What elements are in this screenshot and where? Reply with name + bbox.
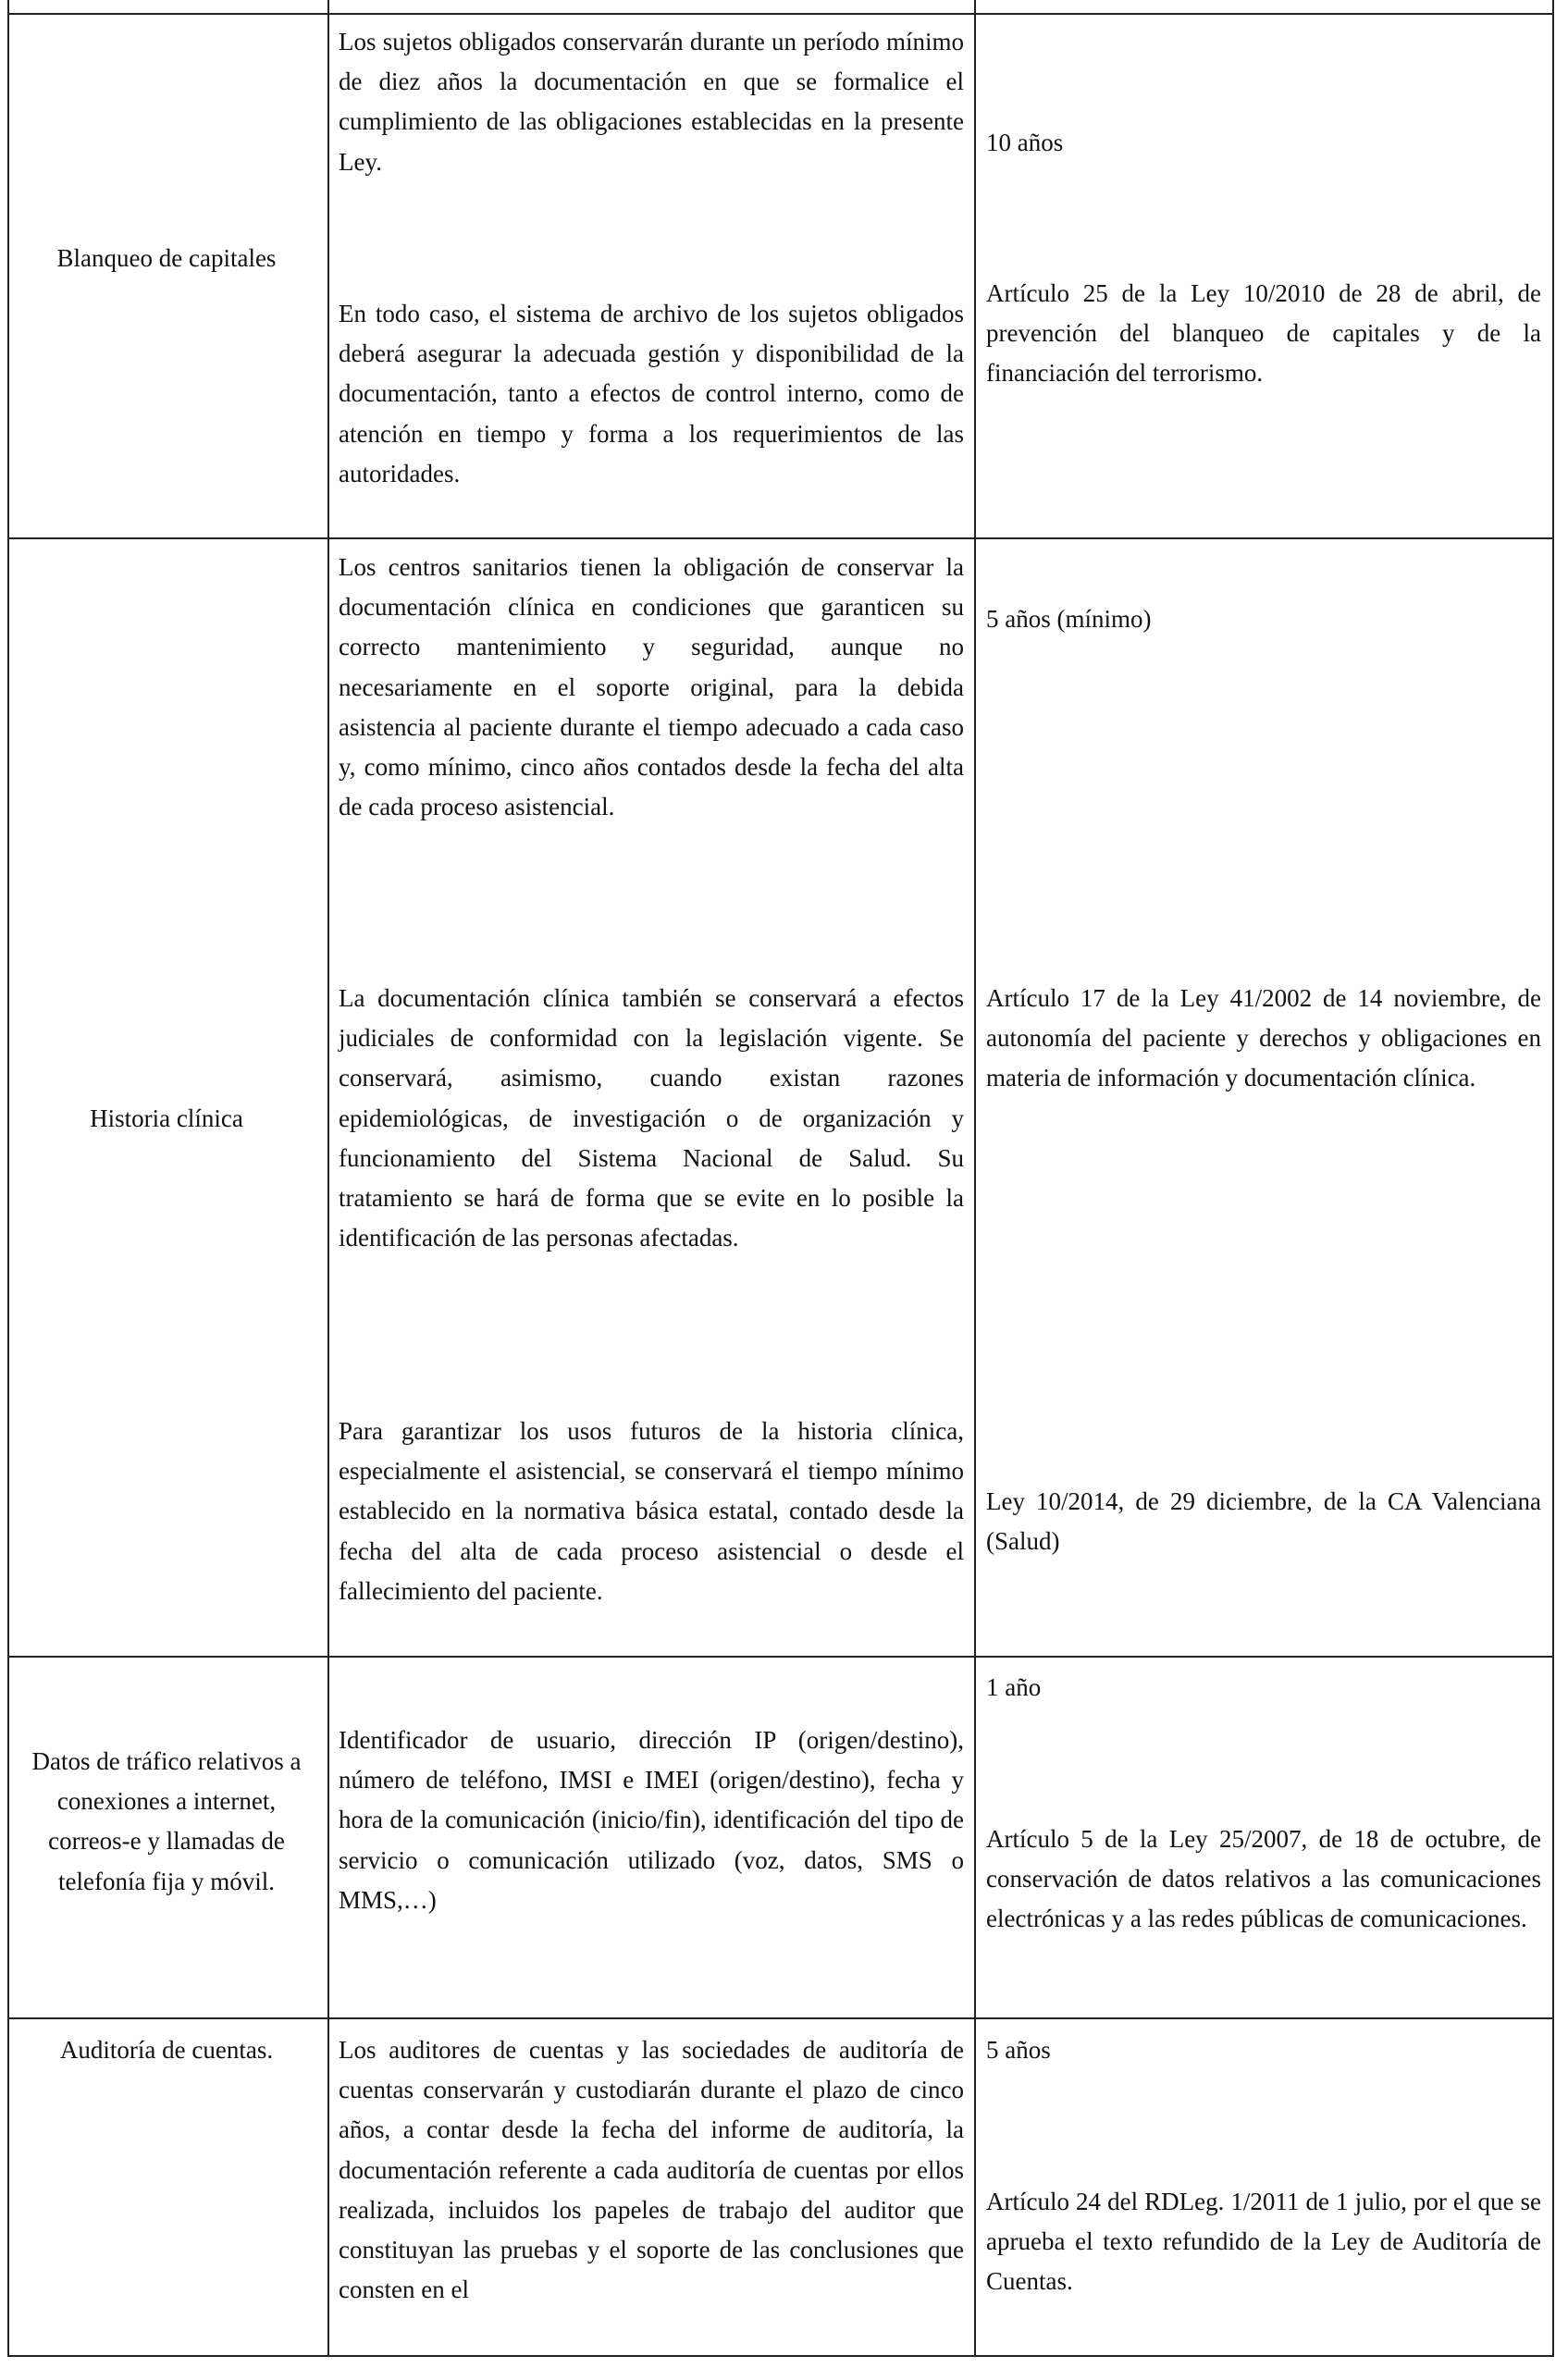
table-row-divider-2 [7,1656,1554,1658]
table-row-divider-3 [7,2017,1554,2019]
period-cell: 10 años [986,129,1064,156]
legal-reference-cell: Artículo 24 del RDLeg. 1/2011 de 1 julio, por el que se aprueba el texto refundido de la Ley de Auditoría de Cuentas. [986,2188,1541,2296]
table-column-divider-2 [974,0,976,2357]
category-cell: Auditoría de cuentas. [59,2036,274,2064]
table-row-divider-1 [7,537,1554,539]
legal-reference-cell: Artículo 17 de la Ley 41/2002 de 14 noviembre, de autonomía del paciente y derechos y obligaciones en materia de información y documentación clínica. [986,984,1541,1092]
table-row-divider-top [7,13,1554,15]
legal-reference-cell: Artículo 5 de la Ley 25/2007, de 18 de octubre, de conservación de datos relativos a las comunicaciones electrónicas y a las redes públicas de comunicaciones. [986,1825,1541,1933]
obligation-text-cell: Para garantizar los usos futuros de la historia clínica, especialmente el asistencial, se conservará el tiempo mínimo establecido en la normativa básica estatal, contado desde la fecha del alta de cada proceso asistencial o desde el fallecimiento del paciente. [339,1417,964,1605]
table-border-bottom [7,2355,1554,2357]
obligation-text-cell: Identificador de usuario, dirección IP (origen/destino), número de teléfono, IMSI e IMEI (origen/destino), fecha y hora de la comunicación (inicio/fin), identificación del tipo de servicio o comunicación utilizado (voz, datos, SMS o MMS,…) [339,1726,964,1914]
period-cell: 5 años [986,2036,1051,2064]
obligation-text-cell: En todo caso, el sistema de archivo de los sujetos obligados deberá asegurar la adecuada gestión y disponibilidad de la documentación, tanto a efectos de control interno, como de atención en tiempo y forma a los requerimientos de las autoridades. [339,300,964,487]
obligation-text-cell: Los auditores de cuentas y las sociedades de auditoría de cuentas conservarán y custodiarán durante el plazo de cinco años, a contar desde la fecha del informe de auditoría, la documentación referente a cada auditoría de cuentas por ellos realizada, incluidos los papeles de trabajo del auditor que constituyan las pruebas y el soporte de las conclusiones que consten en el [339,2036,964,2304]
obligation-text-cell: Los centros sanitarios tienen la obligación de conservar la documentación clínica en condiciones que garanticen su correcto mantenimiento y seguridad, aunque no necesariamente en el soporte original, para la debida asistencia al paciente durante el tiempo adecuado a cada caso y, como mínimo, cinco años contados desde la fecha del alta de cada proceso asistencial. [339,553,964,821]
obligation-text-cell: La documentación clínica también se conservará a efectos judiciales de conformidad con la legislación vigente. Se conservará, asimismo, cuando existan razones epidemiológicas, de investigación o de organización y funcionamiento del Sistema Nacional de Salud. Su tratamiento se hará de forma que se evite en lo posible la identificación de las personas afectadas. [339,984,964,1252]
obligation-text-cell: Los sujetos obligados conservarán durante un período mínimo de diez años la documentación en que se formalice el cumplimiento de las obligaciones establecidas en la presente Ley. [339,28,964,176]
table-border-right [1552,0,1554,2357]
category-cell: Datos de tráfico relativos a conexiones a internet, correos-e y llamadas de telefonía fija y móvil. [31,1747,302,1895]
legal-reference-cell: Artículo 25 de la Ley 10/2010 de 28 de abril, de prevención del blanqueo de capitales y de la financiación del terrorismo. [986,279,1541,388]
period-cell: 5 años (mínimo) [986,605,1152,633]
table-border-left [7,0,9,2357]
category-cell: Blanqueo de capitales [56,244,277,272]
table-column-divider-1 [327,0,329,2357]
period-cell: 1 año [986,1673,1042,1701]
legal-reference-cell: Ley 10/2014, de 29 diciembre, de la CA Valenciana (Salud) [986,1487,1541,1556]
category-cell: Historia clínica [90,1104,243,1132]
